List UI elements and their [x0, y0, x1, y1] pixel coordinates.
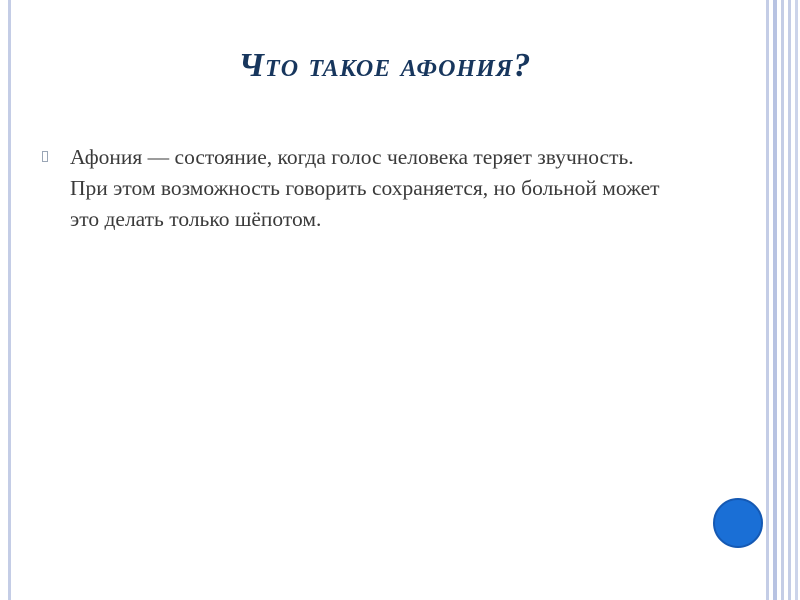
left-border-line: [8, 0, 11, 600]
slide-content: [42, 142, 662, 235]
right-border-line: [766, 0, 769, 600]
right-border-line: [788, 0, 791, 600]
decorative-circle: [713, 498, 763, 548]
bullet-item: [42, 142, 662, 235]
right-border-line: [795, 0, 798, 600]
bullet-box-icon: [42, 151, 48, 162]
bullet-marker: [42, 142, 70, 162]
slide-title: Что такое афония?: [238, 47, 532, 84]
right-border-line: [773, 0, 777, 600]
bullet-text: Афония — состояние, когда голос человека теряет звучность. При этом возможность говорить сохраняется, но больной может это делать только шёпотом.: [70, 145, 660, 231]
right-border-line: [781, 0, 784, 600]
